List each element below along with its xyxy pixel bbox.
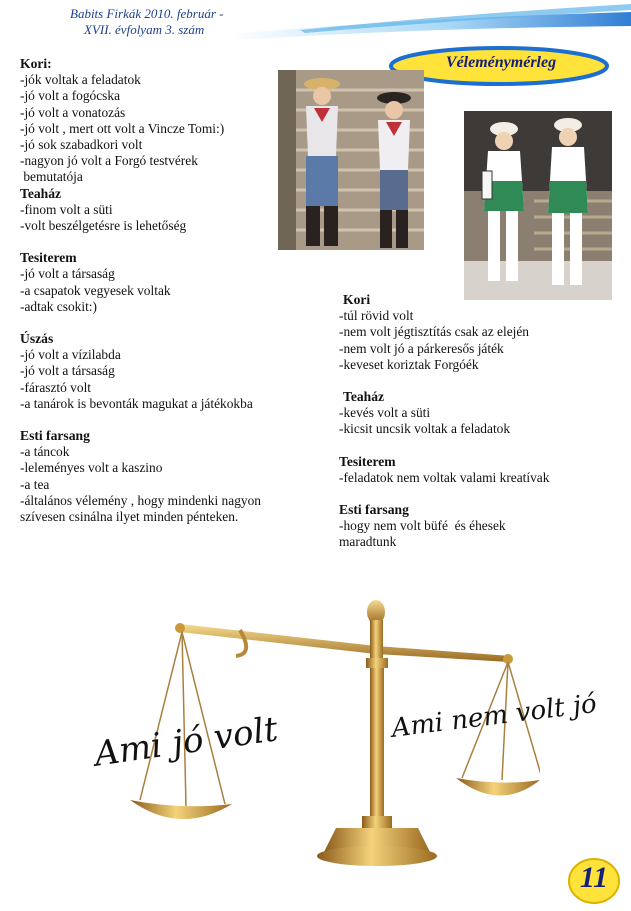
left-block-teahaz (20, 186, 320, 235)
list-item: -feladatok nem voltak valami kreatívak (339, 469, 550, 485)
right-heading-esti-farsang: Esti farsang (339, 502, 409, 518)
list-item: -adtak csokit:) (20, 298, 97, 314)
right-block-kori (339, 292, 619, 373)
right-block-esti-farsang (339, 502, 619, 551)
list-item: -a csapatok vegyesek voltak (20, 282, 171, 298)
list-item: -jó volt a vízilabda (20, 347, 121, 363)
right-block-tesiterem (339, 454, 619, 486)
list-item: -kevés volt a süti (339, 405, 431, 421)
list-item: -nem volt jó a párkeresős játék (339, 340, 504, 356)
left-block-uszas (20, 331, 320, 412)
list-item: -finom volt a süti (20, 201, 113, 217)
right-column (339, 292, 619, 551)
page-number: 11 (579, 861, 609, 894)
left-block-kori (20, 56, 320, 186)
list-item: maradtunk (339, 534, 397, 550)
right-heading-tesiterem: Tesiterem (339, 453, 396, 469)
badge-title: Véleménymérleg (445, 54, 557, 71)
left-heading-tesiterem: Tesiterem (20, 250, 77, 266)
right-heading-teahaz: Teaház (343, 389, 385, 405)
list-item: -jó sok szabadkori volt (20, 137, 143, 153)
header-line-1: Babits Firkák 2010. február - (70, 6, 224, 21)
page-header (70, 6, 223, 38)
list-item: -túl rövid volt (339, 308, 414, 324)
list-item: bemutatója (20, 169, 83, 185)
list-item: -jó volt a társaság (20, 363, 115, 379)
right-heading-kori: Kori (343, 292, 371, 307)
left-column (20, 56, 320, 525)
list-item: -a táncok (20, 444, 70, 460)
photo-cowgirls (278, 70, 424, 250)
list-item: -volt beszélgetésre is lehetőség (20, 218, 187, 234)
left-heading-uszas: Úszás (20, 331, 54, 347)
list-item: -jók voltak a feladatok (20, 72, 141, 88)
left-heading-kori: Kori: (20, 56, 52, 71)
list-item: -keveset koriztak Forgóék (339, 356, 479, 372)
list-item: -a tanárok is bevonták magukat a játékokba (20, 395, 253, 411)
scale-label-good: Ami jó volt (92, 709, 281, 775)
list-item: -kicsit uncsik voltak a feladatok (339, 421, 511, 437)
scale-label-bad: Ami nem volt jó (390, 688, 599, 744)
header-line-2: XVII. évfolyam 3. szám (84, 22, 205, 37)
list-item: -a tea (20, 476, 50, 492)
list-item: -jó volt a vonatozás (20, 104, 126, 120)
list-item: -jó volt a társaság (20, 266, 115, 282)
left-block-tesiterem (20, 250, 320, 315)
list-item: -hogy nem volt büfé és éhesek (339, 518, 506, 534)
list-item: szívesen csinálna ilyet minden pénteken. (20, 509, 239, 525)
list-item: -leleményes volt a kaszino (20, 460, 163, 476)
photo-two-girls (464, 111, 612, 300)
left-heading-teahaz: Teaház (20, 185, 62, 201)
list-item: -fárasztó volt (20, 379, 92, 395)
list-item: -jó volt , mert ott volt a Vincze Tomi:) (20, 120, 225, 136)
left-block-esti-farsang (20, 428, 320, 525)
list-item: -jó volt a fogócska (20, 88, 121, 104)
left-heading-esti-farsang: Esti farsang (20, 428, 90, 444)
list-item: -nagyon jó volt a Forgó testvérek (20, 153, 198, 169)
right-block-teahaz (339, 389, 619, 438)
list-item: -nem volt jégtisztítás csak az elején (339, 324, 529, 340)
list-item: -általános vélemény , hogy mindenki nagyon (20, 492, 261, 508)
